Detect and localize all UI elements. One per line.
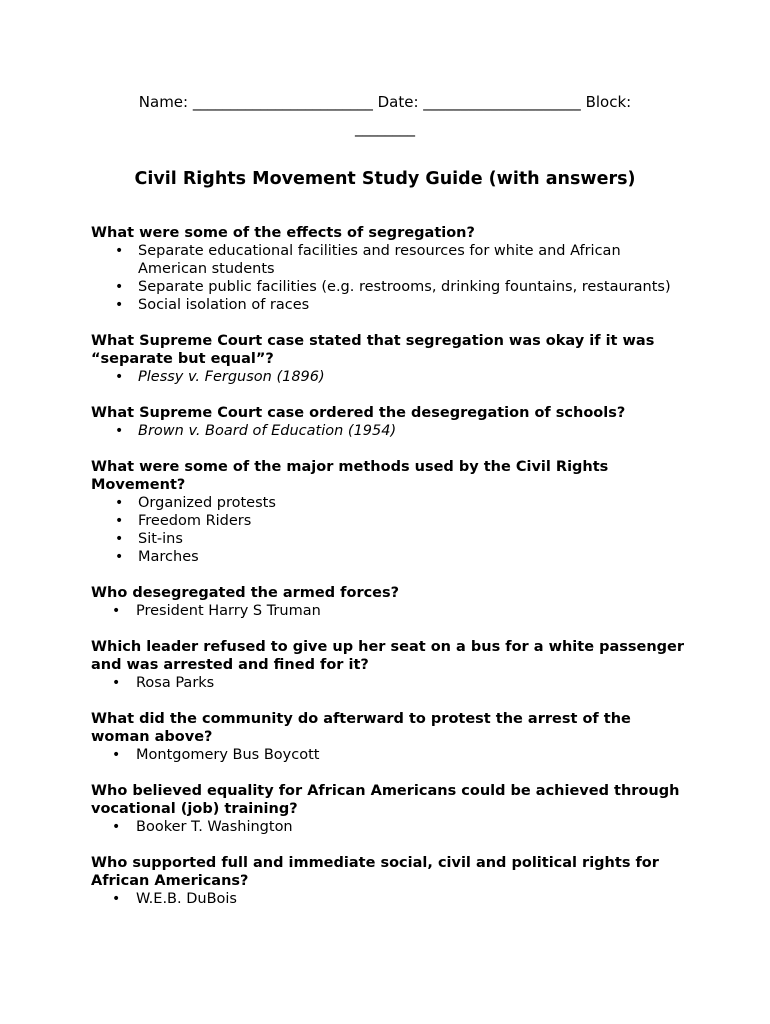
answer-item (91, 242, 691, 278)
answer-item (91, 746, 691, 764)
name-date-block-text: Name: ________________________ Date: _____________________ Block: (138, 93, 632, 111)
bullet-icon: • (112, 747, 121, 763)
answer-item (91, 602, 691, 620)
bullet-icon: • (115, 297, 124, 313)
answer-list (91, 602, 691, 620)
question-text: What were some of the effects of segregation? (91, 225, 475, 241)
bullet-icon: • (115, 369, 124, 385)
bullet-icon: • (115, 549, 124, 565)
answer-item (91, 368, 691, 386)
question-item (91, 584, 691, 620)
answer-list (91, 674, 691, 692)
question-item (91, 710, 691, 764)
question-item (91, 854, 691, 908)
answer-item (91, 818, 691, 836)
bullet-icon: • (115, 423, 124, 439)
answer-text: Brown v. Board of Education (1954) (138, 423, 397, 439)
page-title: Civil Rights Movement Study Guide (with answers) (134, 169, 636, 189)
block-blank-text: ________ (355, 119, 415, 137)
answer-item (91, 512, 691, 530)
answer-item (91, 422, 691, 440)
bullet-icon: • (115, 531, 124, 547)
question-text: What were some of the major methods used by the Civil Rights Movement? (91, 459, 609, 493)
question-item (91, 458, 691, 566)
answer-item (91, 890, 691, 908)
question-text: Which leader refused to give up her seat on a bus for a white passenger and was arrested and fined for it? (91, 639, 685, 673)
answer-text: Separate public facilities (e.g. restrooms, drinking fountains, restaurants) (138, 279, 671, 295)
bullet-icon: • (112, 675, 121, 691)
question-text: Who desegregated the armed forces? (91, 585, 400, 601)
answer-text: Organized protests (138, 495, 276, 511)
question-text: Who supported full and immediate social, civil and political rights for African Americans? (91, 855, 659, 889)
question-item (91, 404, 691, 440)
bullet-icon: • (112, 819, 121, 835)
answer-text: Marches (138, 549, 199, 565)
answer-list (91, 422, 691, 440)
bullet-icon: • (115, 513, 124, 529)
answer-text: W.E.B. DuBois (136, 891, 237, 907)
question-item (91, 638, 691, 692)
bullet-icon: • (115, 495, 124, 511)
answer-list (91, 242, 691, 314)
answer-item (91, 296, 691, 314)
question-text: Who believed equality for African Americans could be achieved through vocational (job) training? (91, 783, 680, 817)
answer-text: Rosa Parks (136, 675, 215, 691)
question-item (91, 782, 691, 836)
answer-list (91, 494, 691, 566)
answer-item (91, 548, 691, 566)
bullet-icon: • (115, 279, 124, 295)
question-text: What did the community do afterward to protest the arrest of the woman above? (91, 711, 631, 745)
question-text: What Supreme Court case stated that segregation was okay if it was “separate but equal”? (91, 333, 655, 367)
answer-list (91, 890, 691, 908)
question-list (91, 224, 691, 926)
answer-text: Social isolation of races (138, 297, 310, 313)
name-date-block-line (0, 92, 770, 139)
answer-text: Montgomery Bus Boycott (136, 747, 320, 763)
answer-item (91, 494, 691, 512)
answer-item (91, 278, 691, 296)
bullet-icon: • (112, 891, 121, 907)
answer-item (91, 674, 691, 692)
answer-text: Plessy v. Ferguson (1896) (138, 369, 325, 385)
answer-text: President Harry S Truman (136, 603, 321, 619)
answer-text: Sit-ins (138, 531, 183, 547)
answer-text: Booker T. Washington (136, 819, 293, 835)
answer-list (91, 746, 691, 764)
question-text: What Supreme Court case ordered the desegregation of schools? (91, 405, 626, 421)
question-item (91, 332, 691, 386)
bullet-icon: • (112, 603, 121, 619)
answer-text: Freedom Riders (138, 513, 252, 529)
answer-text: Separate educational facilities and resources for white and African American students (138, 243, 621, 277)
answer-list (91, 368, 691, 386)
bullet-icon: • (115, 243, 124, 259)
answer-list (91, 818, 691, 836)
question-item (91, 224, 691, 314)
answer-item (91, 530, 691, 548)
